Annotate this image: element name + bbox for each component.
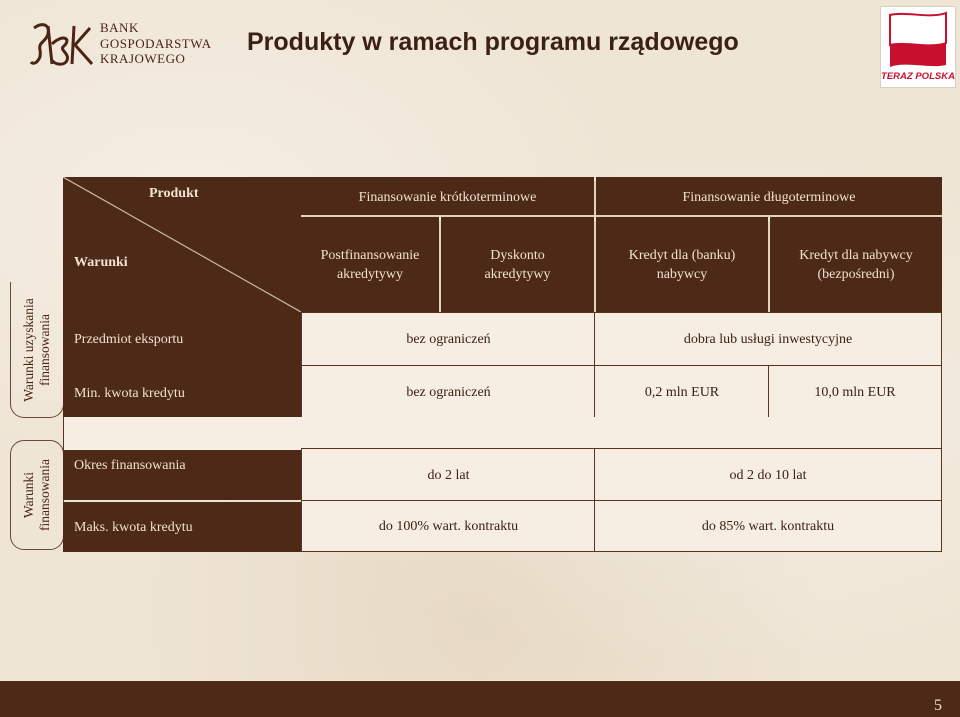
page-title: Produkty w ramach programu rządowego	[247, 28, 739, 56]
bank-name	[100, 20, 211, 67]
footer-bar	[0, 681, 960, 717]
bgk-monogram-icon	[28, 20, 96, 70]
cell-maks-kwota-short: do 100% wart. kontraktu	[301, 500, 596, 552]
group-header-short: Finansowanie krótkoterminowe	[301, 177, 594, 217]
cell-okres-short: do 2 lat	[301, 448, 596, 502]
teraz-polska-label: TERAZ POLSKA	[881, 71, 955, 82]
bank-name-line2: GOSPODARSTWA	[100, 35, 212, 51]
bank-name-line3: KRAJOWEGO	[100, 51, 186, 66]
bgk-logo	[28, 18, 228, 74]
row-label-przedmiot: Przedmiot eksportu	[63, 312, 301, 367]
side-label-finansowania	[10, 440, 64, 550]
side-label-uzyskania-text: Warunki uzyskania finansowania	[21, 297, 53, 402]
cell-przedmiot-long: dobra lub usługi inwestycyjne	[594, 312, 942, 367]
corner-warunki-label: Warunki	[74, 255, 128, 270]
row-label-min-kwota: Min. kwota kredytu	[63, 367, 301, 419]
group-header-long: Finansowanie długoterminowe	[596, 177, 942, 217]
col-divider-3	[768, 221, 770, 312]
teraz-polska-logo	[880, 6, 956, 88]
bank-name-line1: BANK	[100, 20, 139, 35]
col-header-postfinansowanie: Postfinansowanie akredytywy	[301, 217, 439, 312]
group-header-divider	[594, 181, 596, 217]
col-header-kredyt-bank: Kredyt dla (banku) nabywcy	[596, 217, 768, 312]
spacer-row	[63, 417, 942, 450]
col-header-kredyt-bezposredni: Kredyt dla nabywcy (bezpośredni)	[770, 217, 942, 312]
cell-min-kwota-long-a: 0,2 mln EUR	[594, 365, 770, 419]
cell-min-kwota-short: bez ograniczeń	[301, 365, 596, 419]
cell-przedmiot-short: bez ograniczeń	[301, 312, 596, 367]
col-header-dyskonto: Dyskonto akredytywy	[441, 217, 594, 312]
corner-produkt-label: Produkt	[149, 186, 199, 201]
col-divider-2	[594, 221, 596, 312]
row-label-maks-kwota: Maks. kwota kredytu	[63, 502, 301, 552]
col-divider-1	[439, 221, 441, 312]
polish-flag-icon	[886, 11, 950, 69]
cell-min-kwota-long-b: 10,0 mln EUR	[768, 365, 942, 419]
cell-okres-long: od 2 do 10 lat	[594, 448, 942, 502]
side-label-finansowania-text: Warunki finansowania	[21, 459, 53, 531]
page-number: 5	[934, 697, 942, 714]
cell-maks-kwota-long: do 85% wart. kontraktu	[594, 500, 942, 552]
corner-header-cell	[63, 177, 301, 312]
side-label-uzyskania	[10, 282, 64, 418]
row-label-okres: Okres finansowania	[63, 450, 301, 500]
